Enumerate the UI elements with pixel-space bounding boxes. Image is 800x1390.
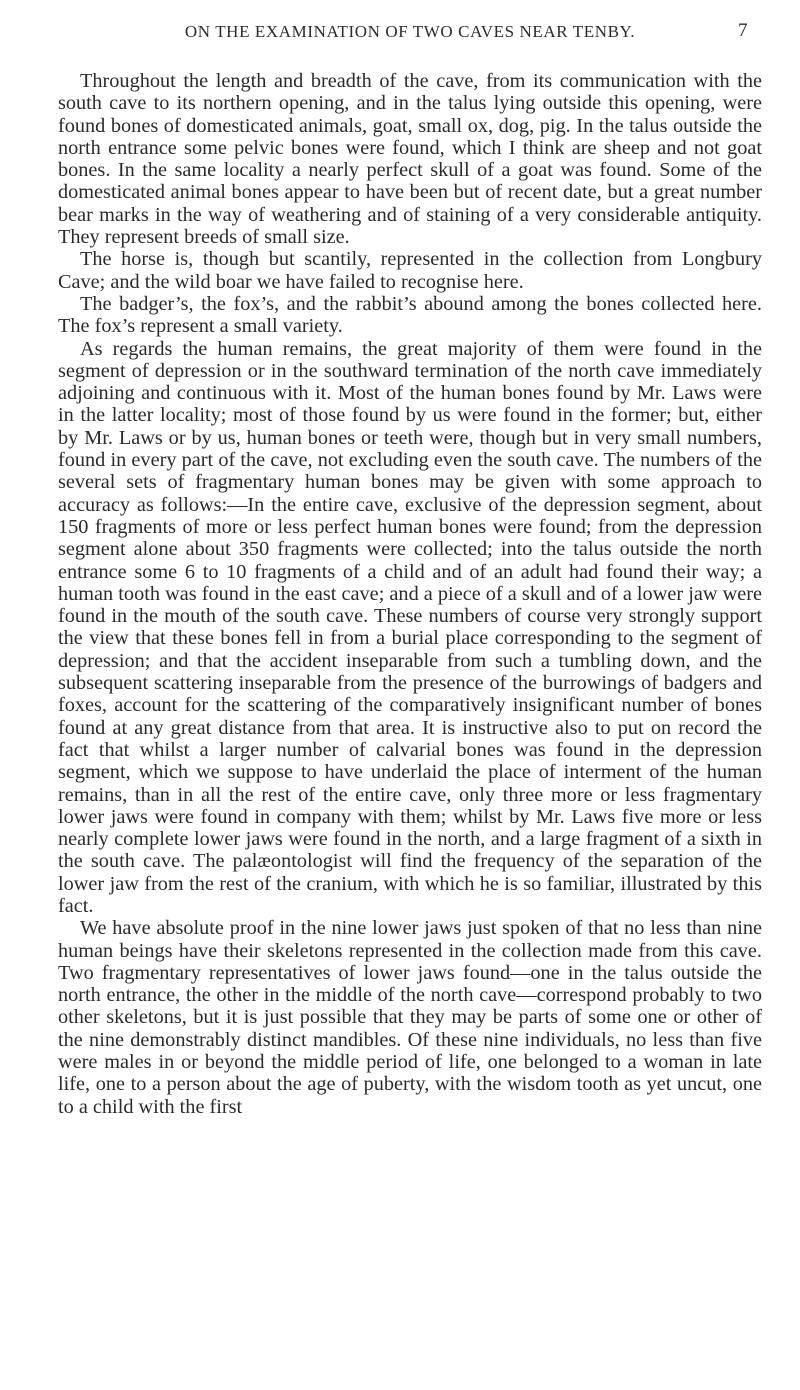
running-head: ON THE EXAMINATION OF TWO CAVES NEAR TENBY.	[184, 22, 636, 41]
paragraph-human-remains: As regards the human remains, the great majority of them were found in the segment of depression or in the southward termination of the north cave immediately adjoining and continuous with it. Most of the human bones found by Mr. Laws were in the latter locality; most of those found by us were found in the former; but, either by Mr. Laws or by us, human bones or teeth were, though but in very small numbers, found in every part of the cave, not excluding even the south cave. The numbers of the several sets of fragmentary human bones may be given with some approach to accuracy as follows:—In the entire cave, exclusive of the depression segment, about 150 fragments of more or less perfect human bones were found; from the depression segment alone about 350 fragments were collected; into the talus outside the north entrance some 6 to 10 fragments of a child and of an adult had found their way; a human tooth was found in the east cave; and a piece of a skull and of a lower jaw were found in the mouth of the south cave. These numbers of course very strongly support the view that these bones fell in from a burial place corresponding to the segment of depression; and that the accident inseparable from such a tumbling down, and the subsequent scattering inseparable from the presence of the burrowings of badgers and foxes, account for the scattering of the comparatively insignificant number of bones found at any great distance from that area. It is instructive also to put on record the fact that whilst a larger number of calvarial bones was found in the depression segment, which we suppose to have underlaid the place of interment of the human remains, than in all the rest of the entire cave, only three more or less fragmentary lower jaws were found in company with them; whilst by Mr. Laws five more or less nearly complete lower jaws were found in the north, and a large fragment of a sixth in the south cave. The palæontologist will find the frequency of the separation of the lower jaw from the rest of the cranium, with which he is so familiar, illustrated by this fact.	[58, 337, 762, 917]
paragraph-lower-jaws: We have absolute proof in the nine lower jaws just spoken of that no less than nine human beings have their skeletons represented in the collection made from this cave. Two fragmentary representatives of lower jaws found—one in the talus outside the north entrance, the other in the middle of the north cave—correspond probably to two other skeletons, but it is just possible that they may be parts of some one or other of the nine demonstrably distinct mandibles. Of these nine individuals, no less than five were males in or beyond the middle period of life, one belonged to a woman in late life, one to a person about the age of puberty, with the wisdom tooth as yet uncut, one to a child with the first	[58, 917, 762, 1118]
paragraph-badger-fox-rabbit: The badger’s, the fox’s, and the rabbit’s abound among the bones collected here. The fox’s represent a small variety.	[58, 292, 762, 338]
page-number: 7	[738, 20, 748, 41]
body-text	[58, 70, 762, 1118]
paragraph-domesticated-animals: Throughout the length and breadth of the cave, from its communication with the south cave to its northern opening, and in the talus lying outside this opening, were found bones of domesticated animals, goat, small ox, dog, pig. In the talus outside the north entrance some pelvic bones were found, which I think are sheep and not goat bones. In the same locality a nearly perfect skull of a goat was found. Some of the domesticated animal bones appear to have been but of recent date, but a great number bear marks in the way of weathering and of staining of a very considerable antiquity. They represent breeds of small size.	[58, 70, 762, 249]
paragraph-horse: The horse is, though but scantily, represented in the collection from Longbury Cave; and the wild boar we have failed to recognise here.	[58, 248, 762, 293]
